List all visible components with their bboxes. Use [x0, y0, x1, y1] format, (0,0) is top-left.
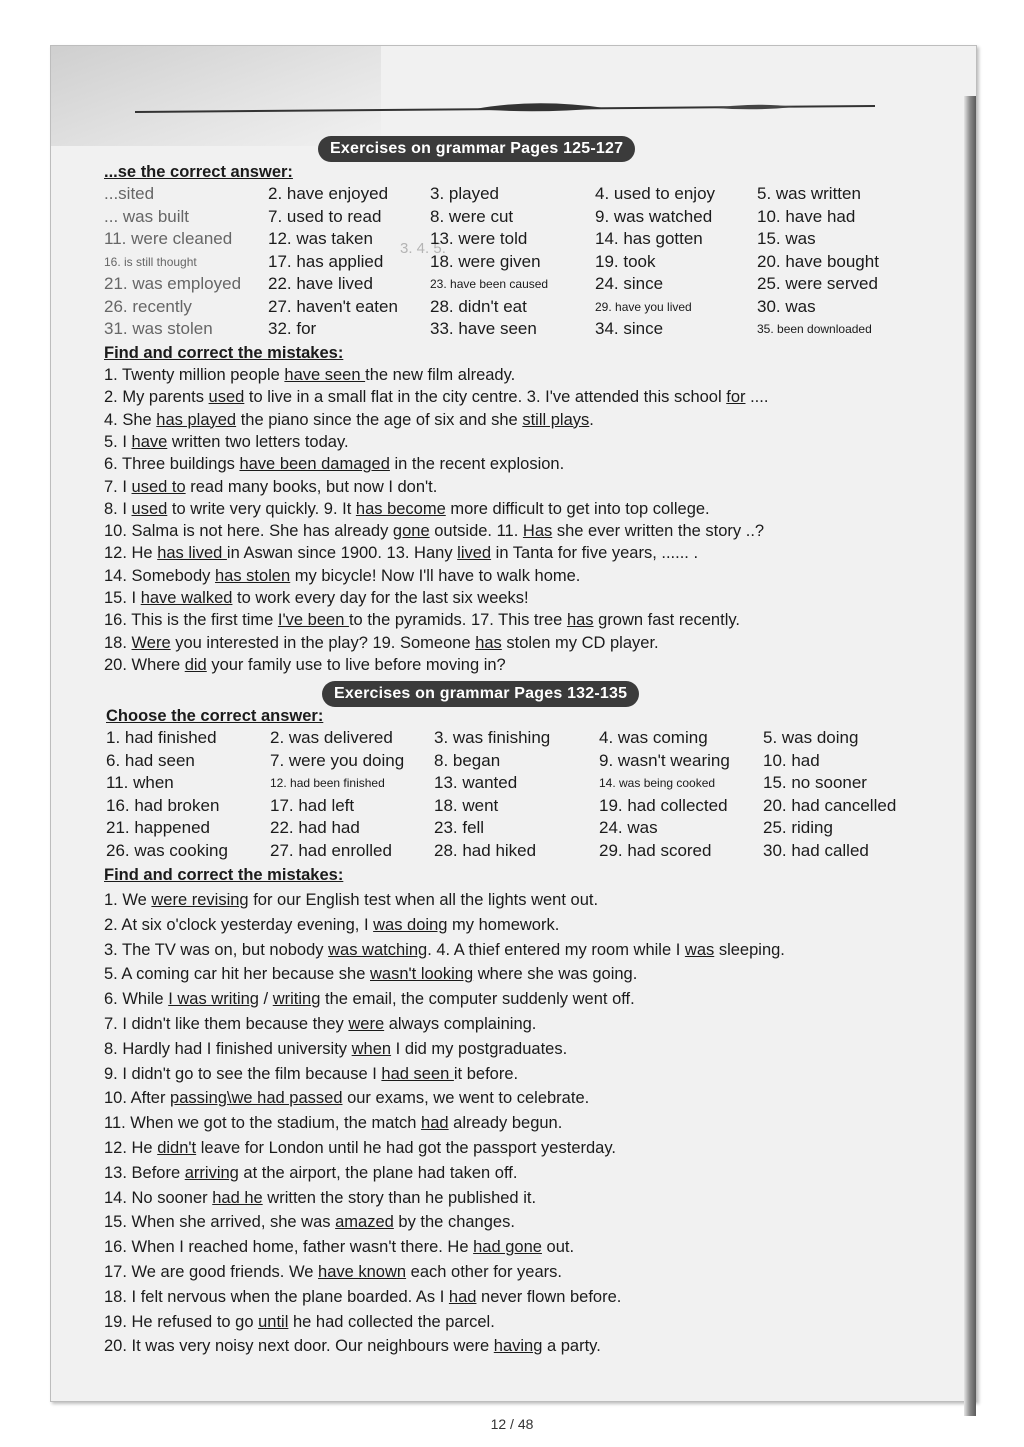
answer-item: 28. had hiked [434, 840, 537, 860]
mistake-sentence [104, 1236, 574, 1258]
sentence-text: already begun. [448, 1114, 563, 1133]
underlined-phrase: used [208, 388, 245, 407]
answer-item: 15. no sooner [763, 773, 867, 792]
underlined-phrase: has [566, 611, 594, 630]
sentence-text: 8. Hardly had I finished university [104, 1039, 352, 1058]
answer-item: 7. were you doing [270, 750, 405, 770]
answer-item: 29. had scored [599, 840, 712, 860]
underlined-phrase: had [421, 1114, 449, 1133]
underlined-phrase: has [475, 633, 502, 652]
answer-item: 2. have enjoyed [268, 184, 389, 203]
page-edge-shadow [964, 96, 976, 1416]
sentence-text: our exams, we went to celebrate. [342, 1089, 590, 1108]
underlined-phrase: were revising [151, 891, 249, 909]
sentence-text: I did my postgraduates. [391, 1039, 568, 1058]
answer-item: 21. was employed [104, 274, 242, 293]
sentence-text: stolen my CD player. [501, 633, 659, 652]
answer-item: 26. recently [104, 296, 192, 316]
underlined-phrase: were [348, 1015, 385, 1033]
sentence-text: 8. I [104, 499, 132, 518]
answer-item: 13. were told [430, 229, 528, 248]
answer-item: 5. was written [757, 184, 861, 203]
answer-item: 23. have been caused [430, 277, 549, 291]
underlined-phrase: I've been [277, 611, 349, 630]
sentence-text: 13. Before [104, 1163, 185, 1182]
sentence-text: 3. The TV was on, but nobody [104, 940, 329, 959]
mistake-sentence [104, 587, 529, 609]
sentence-text: 12. He [104, 1139, 158, 1157]
underlined-phrase: have [131, 432, 168, 451]
answer-item: 3. played [430, 184, 499, 203]
sentence-text: the new film already. [365, 366, 516, 384]
sentence-text: 17. We are good friends. We [104, 1263, 319, 1281]
mistake-sentence [104, 1087, 589, 1109]
mistake-sentence [104, 386, 768, 408]
section2-banner: Exercises on grammar Pages 132-135 [322, 681, 639, 707]
sentence-text: 20. Where [104, 655, 185, 674]
page-indicator: 12 / 48 [490, 1416, 534, 1432]
mistake-sentence [104, 1311, 495, 1333]
sentence-text: grown fast recently. [593, 611, 740, 630]
answer-item: 7. used to read [268, 206, 382, 226]
sentence-text: outside. 11. [429, 522, 523, 541]
mistake-sentence [104, 1187, 536, 1209]
answer-item: 14. was being cooked [599, 776, 716, 790]
section1-banner: Exercises on grammar Pages 125-127 [318, 136, 635, 162]
sentence-text: you interested in the play? 19. Someone [170, 633, 476, 652]
mistake-sentence [104, 1211, 515, 1233]
sentence-text: to work every day for the last six weeks! [232, 589, 529, 607]
bleed-through-text: 3. 4. 5. [400, 240, 446, 257]
underlined-phrase: writing [272, 990, 321, 1009]
sentence-text: 6. While [104, 990, 169, 1009]
answer-item: 26. was cooking [106, 840, 228, 860]
underlined-phrase: passing\we had passed [170, 1089, 343, 1108]
answer-item: 19. took [595, 251, 656, 271]
underlined-phrase: for [726, 388, 746, 407]
answer-item: 31. was stolen [104, 319, 213, 338]
sentence-text: in Aswan since 1900. 13. Hany [226, 544, 458, 563]
sentence-text: 19. He refused to go [104, 1312, 259, 1331]
sentence-text: 10. Salma is not here. She has already [104, 522, 393, 541]
underlined-phrase: was doing [373, 915, 448, 934]
sentence-text: . 4. A thief entered my room while I [427, 940, 685, 959]
underlined-phrase: Were [131, 633, 171, 652]
answer-item: 23. fell [434, 818, 485, 837]
sentence-text: 5. A coming car hit her because she [104, 965, 370, 984]
sentence-text: more difficult to get into top college. [445, 499, 710, 518]
sentence-text: she ever written the story ..? [552, 522, 765, 541]
sentence-text: never flown before. [476, 1287, 622, 1306]
answer-item: 12. was taken [268, 229, 373, 248]
underlined-phrase: gone [392, 522, 430, 541]
sentence-text: 12. He [104, 544, 158, 563]
answer-item: 15. was [757, 229, 816, 248]
underlined-phrase: have been damaged [239, 455, 390, 474]
sentence-text: 4. She [104, 410, 157, 429]
answer-item: 10. have had [757, 206, 856, 226]
mistake-sentence [104, 565, 580, 587]
answer-item: 17. has applied [268, 251, 384, 271]
answer-item: 10. had [763, 750, 820, 770]
sentence-text: it before. [453, 1064, 519, 1083]
sentence-text: 2. My parents [104, 388, 209, 407]
answer-item: 8. began [434, 750, 501, 770]
sentence-text: .... [745, 388, 769, 407]
sentence-text: 1. Twenty million people [104, 366, 285, 384]
sentence-text: 15. I [104, 589, 141, 607]
answer-item: 3. was finishing [434, 728, 551, 747]
underlined-phrase: had he [212, 1188, 263, 1207]
answer-item: 22. have lived [268, 274, 373, 293]
underlined-phrase: having [493, 1337, 543, 1356]
sentence-text: to live in a small flat in the city centre. 3. I've attended this school [244, 388, 727, 407]
underlined-phrase: has lived [157, 544, 227, 563]
underlined-phrase: Has [522, 522, 553, 541]
sentence-text: 7. I [104, 477, 132, 496]
answer-item: 16. is still thought [104, 254, 197, 269]
sentence-text: he had collected the parcel. [288, 1312, 495, 1331]
answer-item: 5. was doing [763, 728, 859, 747]
answer-item: 8. were cut [430, 206, 514, 226]
answer-item: 24. was [599, 818, 658, 837]
answer-item: 14. has gotten [595, 229, 703, 248]
sentence-text: 5. I [104, 432, 132, 451]
underlined-phrase: when [351, 1039, 392, 1058]
mistake-sentence [104, 453, 564, 475]
underlined-phrase: had gone [473, 1238, 542, 1257]
answer-item: 24. since [595, 274, 664, 293]
answer-item: 25. were served [757, 274, 878, 293]
answer-item: 6. had seen [106, 750, 195, 770]
sentence-text: a party. [542, 1337, 601, 1356]
answer-item: 21. happened [106, 818, 210, 837]
sentence-text: . [589, 410, 594, 429]
mistake-sentence [104, 1137, 616, 1159]
answer-item: 16. had broken [106, 795, 220, 815]
underlined-phrase: was [684, 940, 715, 959]
sentence-text: to write very quickly. 9. It [167, 499, 356, 518]
mistake-sentence [104, 1261, 562, 1283]
answer-item: ...sited [104, 184, 155, 203]
answer-item: 4. used to enjoy [595, 184, 716, 203]
underlined-phrase: didn't [157, 1139, 197, 1157]
sentence-text: 11. When we got to the stadium, the match [104, 1114, 422, 1133]
answer-item: 17. had left [270, 795, 355, 815]
underlined-phrase: had seen [381, 1064, 454, 1083]
answer-item: 9. wasn't wearing [599, 750, 730, 770]
mistake-sentence [104, 939, 785, 961]
page-fold-shadow [51, 46, 381, 146]
sentence-text: 6. Three buildings [104, 455, 240, 474]
sentence-text: 15. When she arrived, she was [104, 1213, 336, 1232]
answer-item: 25. riding [763, 818, 833, 837]
answer-item: 20. have bought [757, 251, 879, 271]
answer-item: 1. had finished [106, 728, 217, 747]
sentence-text: the piano since the age of six and she [236, 410, 523, 429]
sentence-text: 16. When I reached home, father wasn't there. He [104, 1238, 474, 1257]
underlined-phrase: have known [318, 1263, 407, 1281]
answer-item: 19. had collected [599, 795, 728, 815]
sentence-text: 2. At six o'clock yesterday evening, I [104, 915, 374, 934]
answer-item: 34. since [595, 319, 664, 338]
answer-item: 27. haven't eaten [268, 296, 398, 316]
mistake-sentence [104, 409, 594, 431]
answer-item: 28. didn't eat [430, 296, 527, 316]
underlined-phrase: lived [457, 544, 492, 563]
mistake-sentence [104, 498, 710, 520]
sentence-text: in the recent explosion. [389, 455, 565, 474]
mistake-sentence [104, 1063, 518, 1085]
sentence-text: 9. I didn't go to see the film because I [104, 1064, 382, 1083]
ornament-divider [135, 100, 875, 114]
underlined-phrase: wasn't looking [370, 965, 474, 984]
sentence-text: my homework. [447, 915, 560, 934]
answer-item: 27. had enrolled [270, 840, 392, 860]
underlined-phrase: have walked [140, 589, 233, 607]
underlined-phrase: used [131, 499, 168, 518]
mistake-sentence [104, 520, 764, 542]
sentence-text: to the pyramids. 17. This tree [348, 611, 567, 630]
underlined-phrase: still plays [522, 410, 590, 429]
answer-item: 11. were cleaned [104, 229, 233, 248]
mistake-sentence [104, 1286, 621, 1308]
answer-item: 22. had had [270, 818, 360, 837]
answer-item: 18. went [434, 795, 499, 815]
answer-item: 2. was delivered [270, 728, 393, 747]
underlined-phrase: was watching [328, 940, 428, 959]
section1-find-heading: Find and correct the mistakes: [104, 344, 344, 362]
sentence-text: leave for London until he had got the passport yesterday. [196, 1139, 616, 1157]
underlined-phrase: arriving [184, 1163, 239, 1182]
answer-item: 9. was watched [595, 206, 713, 226]
sentence-text: each other for years. [406, 1263, 562, 1281]
mistake-sentence [104, 1038, 567, 1060]
sentence-text: 18. [104, 633, 132, 652]
answer-item: ... was built [104, 206, 190, 226]
answer-item: 11. when [106, 773, 174, 792]
underlined-phrase: has become [355, 499, 446, 518]
answer-item: 13. wanted [434, 773, 518, 792]
section1-choose-heading: ...se the correct answer: [104, 163, 293, 181]
underlined-phrase: have seen [284, 366, 366, 384]
mistake-sentence [104, 963, 637, 985]
sentence-text: 20. It was very noisy next door. Our neighbours were [104, 1337, 494, 1356]
mistake-sentence [104, 609, 740, 631]
sentence-text: 7. I didn't like them because they [104, 1015, 349, 1033]
underlined-phrase: amazed [335, 1213, 394, 1232]
mistake-sentence [104, 1162, 517, 1184]
sentence-text: for our English test when all the lights went out. [248, 891, 599, 909]
sentence-text: / [258, 990, 273, 1009]
sentence-text: sleeping. [714, 940, 785, 959]
sentence-text: always complaining. [384, 1015, 537, 1033]
sentence-text: written the story than he published it. [262, 1188, 537, 1207]
mistake-sentence [104, 1112, 562, 1134]
sentence-text: my bicycle! Now I'll have to walk home. [290, 566, 581, 585]
sentence-text: out. [541, 1238, 575, 1257]
underlined-phrase: I was writing [168, 990, 259, 1009]
mistake-sentence [104, 364, 515, 386]
sentence-text: 16. This is the first time [104, 611, 278, 630]
underlined-phrase: did [184, 655, 207, 674]
underlined-phrase: has stolen [215, 566, 291, 585]
underlined-phrase: used to [131, 477, 186, 496]
sentence-text: where she was going. [473, 965, 638, 984]
mistake-sentence [104, 988, 635, 1010]
sentence-text: in Tanta for five years, ...... . [491, 544, 699, 563]
sentence-text: the email, the computer suddenly went off. [320, 990, 635, 1009]
sentence-text: 10. After [104, 1089, 171, 1108]
answer-item: 4. was coming [599, 728, 708, 747]
mistake-sentence [104, 654, 506, 676]
sentence-text: your family use to live before moving in? [206, 655, 506, 674]
answer-item: 20. had cancelled [763, 795, 897, 815]
sentence-text: at the airport, the plane had taken off. [238, 1163, 518, 1182]
answer-item: 18. were given [430, 251, 541, 271]
mistake-sentence [104, 914, 559, 936]
answer-item: 30. was [757, 296, 816, 316]
answer-item: 35. been downloaded [757, 322, 872, 336]
sentence-text: 1. We [104, 891, 152, 909]
sentence-text: 18. I felt nervous when the plane boarded. As I [104, 1287, 449, 1306]
sentence-text: written two letters today. [167, 432, 349, 451]
mistake-sentence [104, 1013, 536, 1035]
sentence-text: read many books, but now I don't. [185, 477, 438, 496]
mistake-sentence [104, 632, 659, 654]
answer-item: 29. have you lived [595, 299, 692, 314]
sentence-text: by the changes. [393, 1213, 515, 1232]
answer-item: 32. for [268, 319, 317, 338]
underlined-phrase: had [448, 1287, 477, 1306]
section2-find-heading: Find and correct the mistakes: [104, 866, 344, 884]
mistake-sentence [104, 542, 698, 564]
underlined-phrase: until [258, 1312, 289, 1331]
mistake-sentence [104, 431, 349, 453]
underlined-phrase: has played [156, 410, 237, 429]
sentence-text: 14. Somebody [104, 566, 215, 585]
mistake-sentence [104, 889, 598, 911]
sentence-text: 14. No sooner [104, 1188, 213, 1207]
answer-item: 33. have seen [430, 319, 537, 338]
mistake-sentence [104, 1335, 601, 1357]
mistake-sentence [104, 476, 437, 498]
section2-choose-heading: Choose the correct answer: [106, 707, 324, 725]
answer-item: 30. had called [763, 840, 869, 860]
answer-item: 12. had been finished [270, 776, 385, 790]
